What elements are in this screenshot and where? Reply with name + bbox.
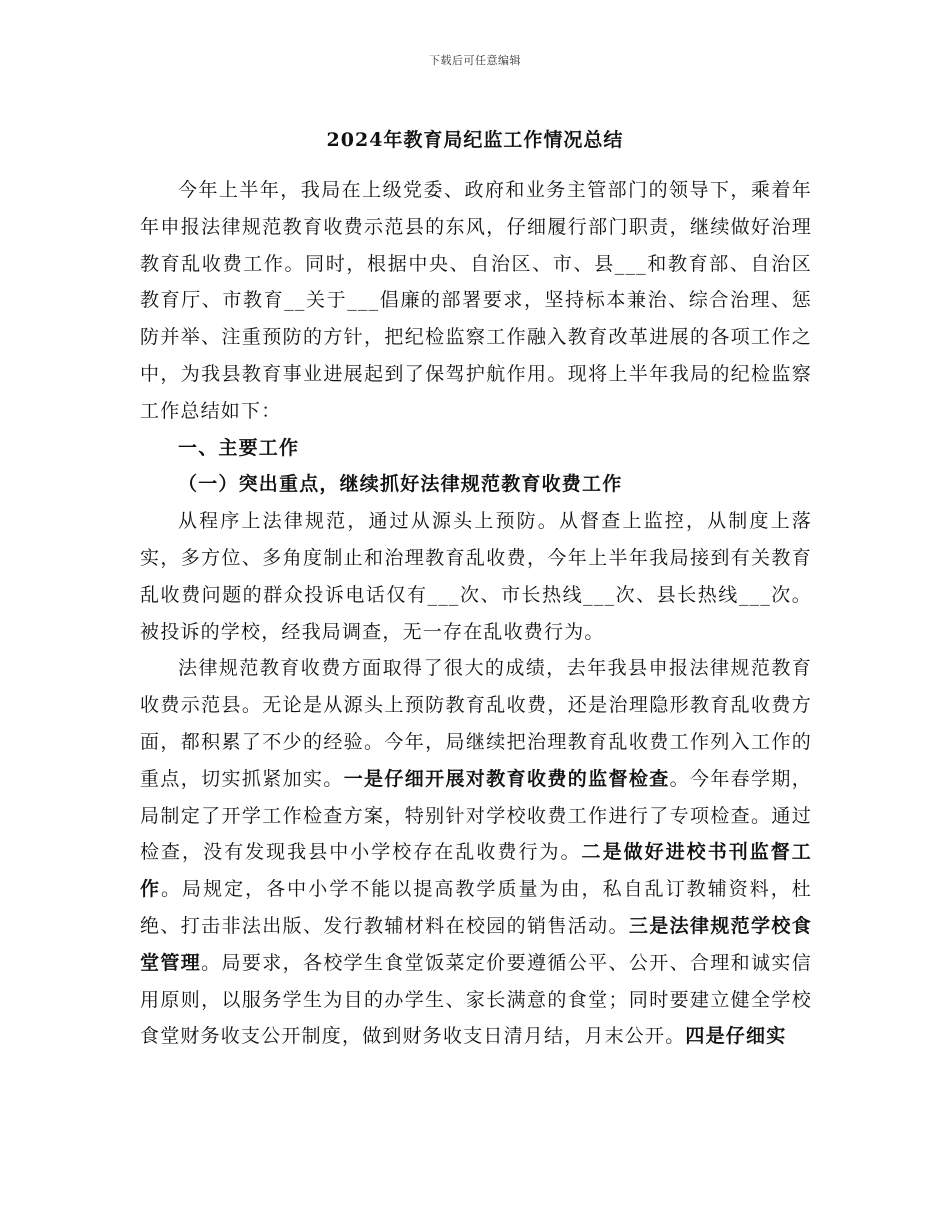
paragraph-text: 。局要求，各校学生食堂饭菜定价要遵循公平、公开、合理和诚实信用原则，以服务学生为目的办学生、家长满意的食堂；同时要建立健全学校食堂财务收支公开制度，做到财务收支日清月结，月末公开。 xyxy=(140,951,812,1048)
document-body xyxy=(140,172,812,1055)
paragraph-text: 。局规定，各中小学不能以提高教学质量为由，私自乱订教辅资料，杜绝、打击非法出版、发行教辅材料在校园的销售活动。 xyxy=(140,878,813,937)
page-header-note: 下载后可任意编辑 xyxy=(429,54,521,67)
paragraph-achievements xyxy=(140,650,812,1055)
subsection-heading-fees: （一）突出重点，继续抓好法律规范教育收费工作 xyxy=(178,473,623,496)
bold-point-four: 四是仔细实 xyxy=(685,1025,787,1048)
section-heading-main-work: 一、主要工作 xyxy=(178,436,300,459)
bold-point-two: 二是做好进校书刊监督工作 xyxy=(140,841,813,901)
paragraph-supervision: 从程序上法律规范，通过从源头上预防。从督查上监控，从制度上落实，多方位、多角度制止和治理教育乱收费，今年上半年我局接到有关教育乱收费问题的群众投诉电话仅有___次、市长热线___次、县长热线___次。被投诉的学校，经我局调查，无一存在乱收费行为。 xyxy=(140,510,812,643)
intro-paragraph: 今年上半年，我局在上级党委、政府和业务主管部门的领导下，乘着年年申报法律规范教育收费示范县的东风，仔细履行部门职责，继续做好治理教育乱收费工作。同时，根据中央、自治区、市、县___和教育部、自治区教育厅、市教育__关于___倡廉的部署要求，坚持标本兼治、综合治理、惩防并举、注重预防的方针，把纪检监察工作融入教育改革进展的各项工作之中，为我县教育事业进展起到了保驾护航作用。现将上半年我局的纪检监察工作总结如下： xyxy=(140,179,812,422)
bold-point-one: 一是仔细开展对教育收费的监督检查 xyxy=(343,767,670,790)
bold-point-three: 三是法律规范学校食堂管理 xyxy=(140,914,812,974)
paragraph-text: 法律规范教育收费方面取得了很大的成绩，去年我县申报法律规范教育收费示范县。无论是从源头上预防教育乱收费，还是治理隐形教育乱收费方面，都积累了不少的经验。今年，局继续把治理教育乱收费工作列入工作的重点，切实抓紧加实。 xyxy=(140,657,812,790)
paragraph-text: 。今年春学期，局制定了开学工作检查方案，特别针对学校收费工作进行了专项检查。通过检查，没有发现我县中小学校存在乱收费行为。 xyxy=(140,767,812,864)
document-title: 2024年教育局纪监工作情况总结 xyxy=(326,129,624,151)
